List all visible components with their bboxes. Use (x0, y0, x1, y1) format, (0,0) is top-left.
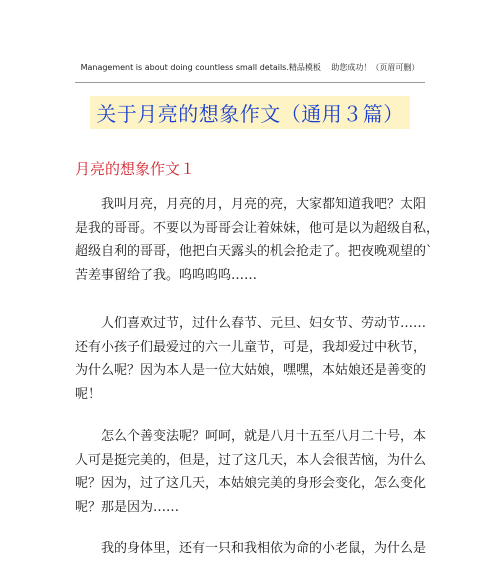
paragraph-line: 呢？那是因为…… (75, 499, 180, 515)
title-container (0, 96, 500, 129)
paragraph-2 (75, 312, 425, 406)
section-title: 月亮的想象作文１ (75, 160, 196, 178)
paragraph-line: 我的身体里，还有一只和我相依为命的小老鼠，为什么是 (101, 541, 427, 556)
paragraph-line: 呢？因为，过了这几天，本姑娘完美的身形会变化，怎么变化 (75, 476, 427, 491)
paragraph-line: 怎么个善变法呢？呵呵，就是八月十五至八月二十号，本 (101, 429, 427, 444)
paragraph-line: 人们喜欢过节，过什么春节、元旦、妇女节、劳动节…… (101, 316, 427, 331)
header-divider (75, 82, 425, 83)
paragraph-line: 还有小孩子们最爱过的六一儿童节，可是，我却爱过中秋节， (75, 339, 427, 355)
paragraph-line: 苦差事留给了我。呜呜呜呜…… (75, 267, 258, 283)
paragraph-line: 人可是挺完美的，但是，过了这几天，本人会很苦恼，为什么 (75, 452, 427, 468)
paragraph-line: 为什么呢？因为本人是一位大姑娘，嘿嘿，本姑娘还是善变的 (75, 363, 427, 378)
paragraph-line: 我叫月亮，月亮的月，月亮的亮，大家都知道我吧？太阳 (101, 197, 427, 212)
page-header: Management is about doing countless small details.精品模板 助您成功！（页眉可删） (80, 63, 420, 72)
paragraph-1 (75, 193, 440, 287)
paragraph-3 (75, 425, 425, 519)
paragraph-line: 超级自利的哥哥，他把白天露头的机会抢走了。把夜晚观望的` (75, 244, 433, 259)
document-title: 关于月亮的想象作文（通用３篇） (90, 96, 410, 129)
paragraph-line: 是我的哥哥。不要以为哥哥会让着妹妹，他可是以为超级自私， (75, 220, 440, 236)
paragraph-4 (75, 537, 425, 561)
paragraph-line: 呢！ (75, 386, 102, 402)
